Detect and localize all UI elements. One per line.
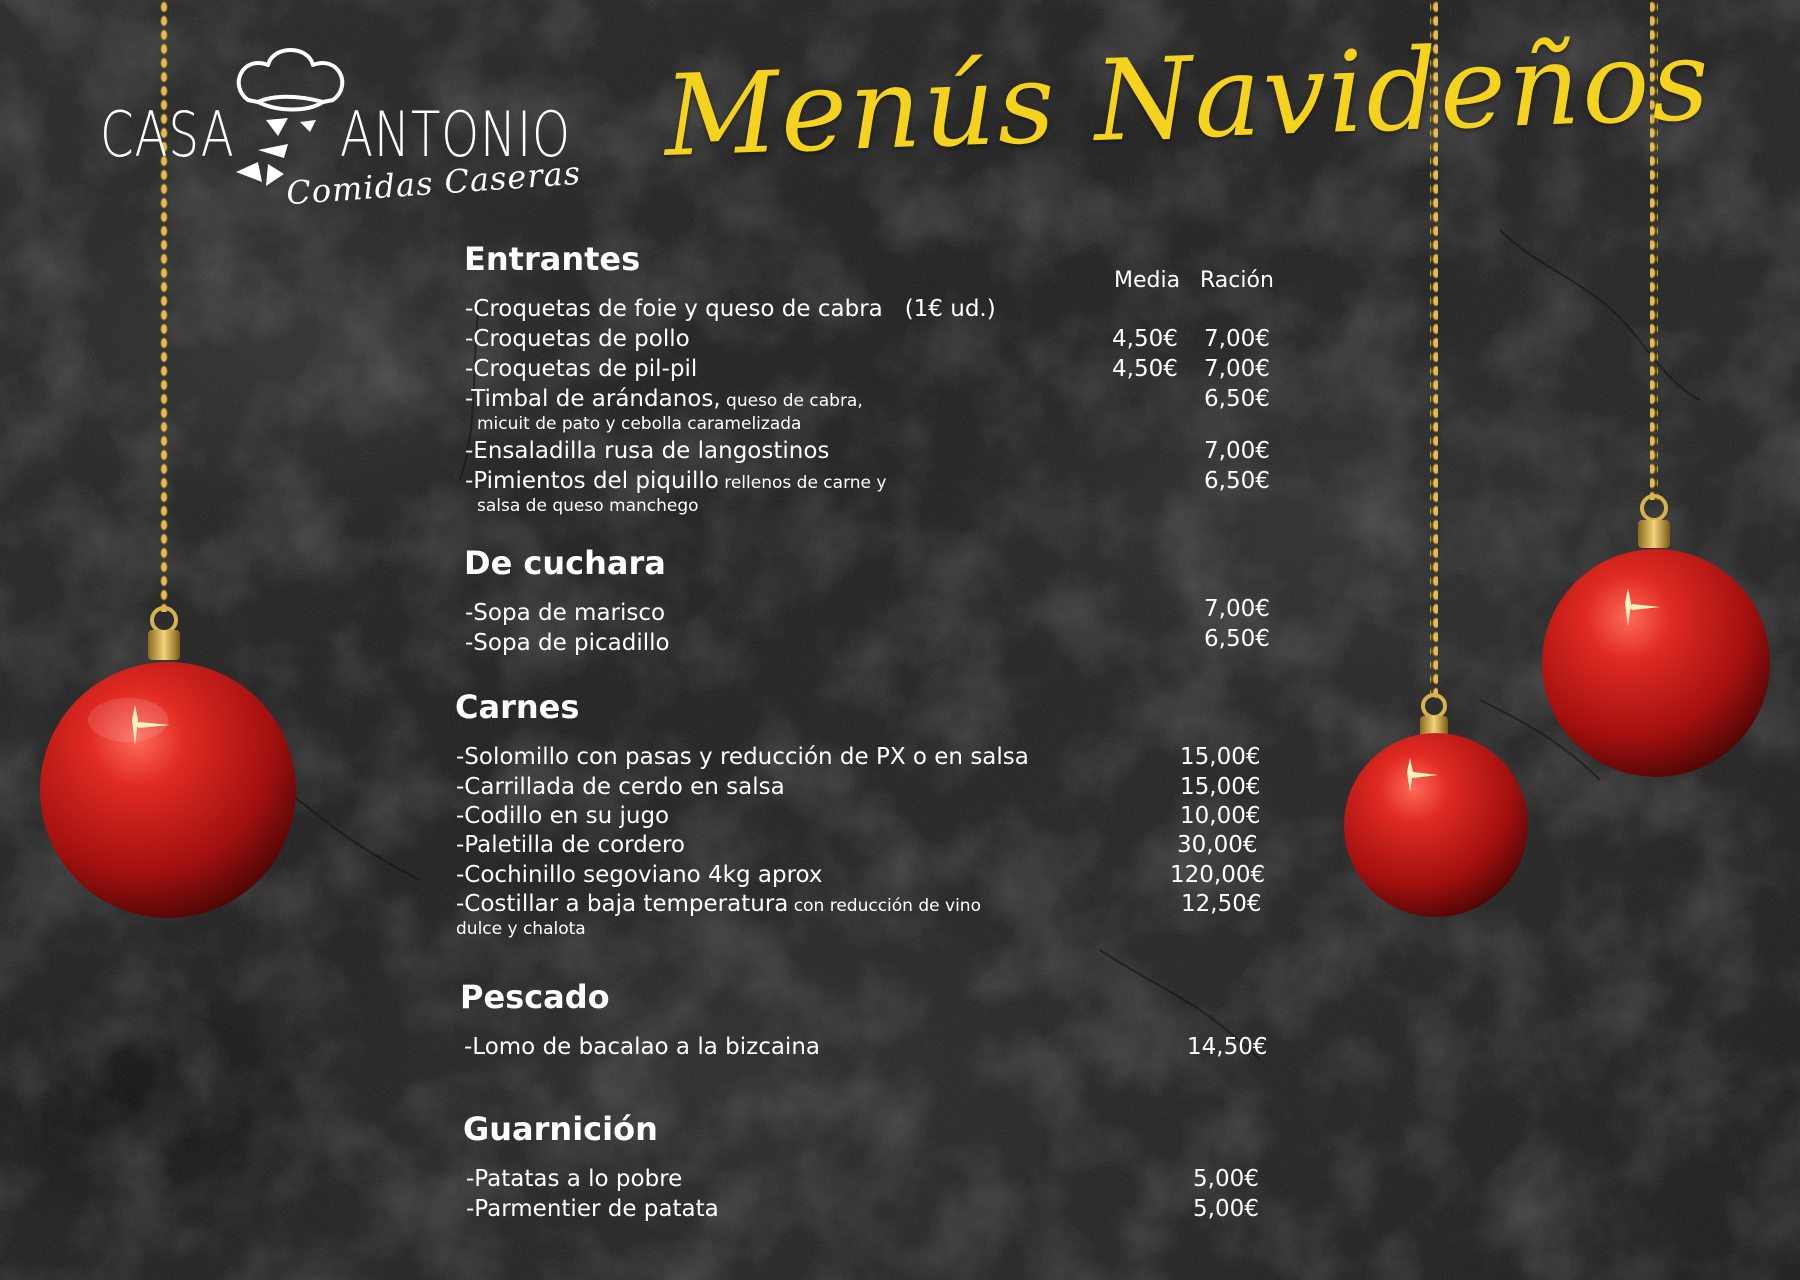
- price-full: 7,00€: [1204, 326, 1270, 352]
- section-title-cuchara: De cuchara: [464, 544, 666, 582]
- menu-item: -Pimientos del piquillo rellenos de carne y: [465, 468, 887, 494]
- menu-item: -Croquetas de foie y queso de cabra (1€ ud.): [465, 296, 996, 322]
- menu-item: -Patatas a lo pobre: [466, 1166, 683, 1192]
- column-header-half: Media: [1114, 268, 1181, 293]
- menu-item: -Croquetas de pollo: [465, 326, 690, 352]
- menu-item: -Codillo en su jugo: [456, 803, 670, 829]
- logo-text-antonio: ANTONIO: [340, 98, 571, 171]
- price: 12,50€: [1181, 891, 1262, 917]
- menu-item: -Carrillada de cerdo en salsa: [456, 774, 785, 800]
- price-half: 4,50€: [1112, 356, 1178, 382]
- page-title: Menús Navideños: [661, 15, 1713, 182]
- menu-item-description: dulce y chalota: [456, 919, 586, 939]
- section-title-entrantes: Entrantes: [464, 240, 641, 278]
- chef-hat-icon: [218, 40, 358, 190]
- price: 7,00€: [1204, 596, 1270, 622]
- price: 5,00€: [1193, 1196, 1259, 1222]
- menu-item: -Cochinillo segoviano 4kg aprox: [456, 862, 823, 888]
- menu-item: -Sopa de picadillo: [465, 630, 670, 656]
- price: 14,50€: [1187, 1034, 1268, 1060]
- menu-item: -Sopa de marisco: [465, 600, 666, 626]
- menu-item: -Parmentier de patata: [466, 1196, 719, 1222]
- price: 10,00€: [1180, 803, 1261, 829]
- price: 30,00€: [1177, 832, 1258, 858]
- price: 15,00€: [1180, 744, 1261, 770]
- menu-item: -Croquetas de pil-pil: [465, 356, 698, 382]
- section-title-pescado: Pescado: [460, 978, 610, 1016]
- logo-tagline: Comidas Caseras: [285, 153, 583, 213]
- menu-item: -Timbal de arándanos, queso de cabra,: [465, 386, 863, 412]
- section-title-guarnicion: Guarnición: [463, 1110, 658, 1148]
- menu-item: -Paletilla de cordero: [456, 832, 685, 858]
- menu-item: -Costillar a baja temperatura con reducción de vino: [456, 891, 981, 917]
- price-half: 4,50€: [1112, 326, 1178, 352]
- price: 5,00€: [1193, 1166, 1259, 1192]
- price: 120,00€: [1170, 862, 1266, 888]
- menu-item: -Solomillo con pasas y reducción de PX o en salsa: [456, 744, 1029, 770]
- menu-item-description: salsa de queso manchego: [477, 496, 699, 516]
- menu-item: -Ensaladilla rusa de langostinos: [465, 438, 830, 464]
- price: 6,50€: [1204, 626, 1270, 652]
- price-full: 6,50€: [1204, 468, 1270, 494]
- column-header-full: Ración: [1200, 268, 1274, 293]
- menu-item-description: micuit de pato y cebolla caramelizada: [477, 414, 802, 434]
- price: 15,00€: [1180, 774, 1261, 800]
- price-full: 6,50€: [1204, 386, 1270, 412]
- logo-text-casa: CASA: [100, 98, 235, 171]
- restaurant-logo: [100, 40, 583, 220]
- section-title-carnes: Carnes: [455, 688, 580, 726]
- menu-item: -Lomo de bacalao a la bizcaina: [464, 1034, 820, 1060]
- price-full: 7,00€: [1204, 438, 1270, 464]
- price-full: 7,00€: [1204, 356, 1270, 382]
